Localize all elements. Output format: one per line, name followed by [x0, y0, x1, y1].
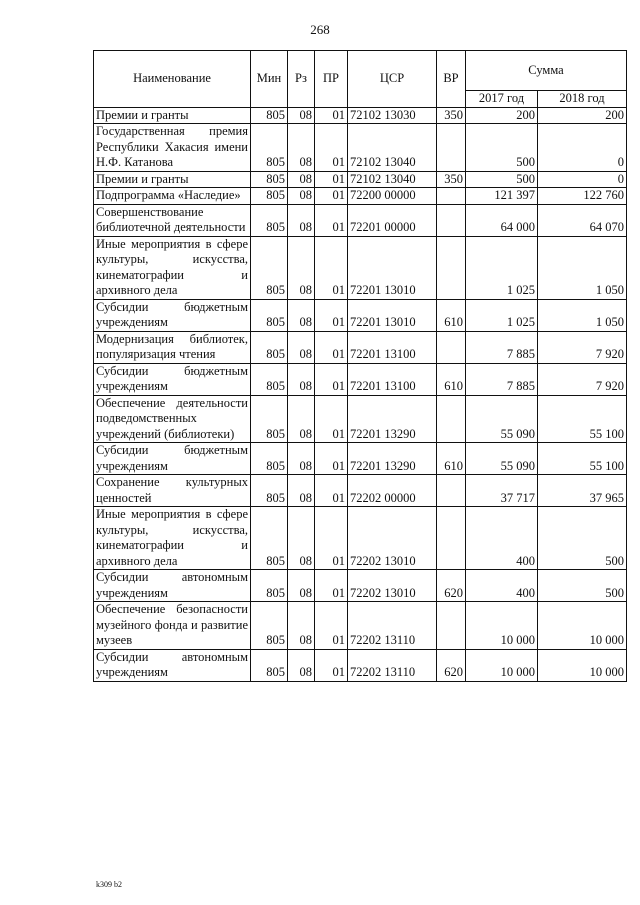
table-row	[94, 236, 627, 299]
row-min: 805	[251, 507, 288, 570]
row-vr	[437, 602, 466, 650]
row-rz: 08	[288, 299, 315, 331]
row-rz: 08	[288, 649, 315, 681]
row-rz: 08	[288, 363, 315, 395]
row-sum-2017: 1 025	[466, 236, 538, 299]
row-rz: 08	[288, 331, 315, 363]
header-pr: ПР	[315, 51, 348, 108]
row-pr: 01	[315, 475, 348, 507]
row-sum-2017: 400	[466, 507, 538, 570]
row-pr: 01	[315, 107, 348, 124]
row-csr: 72102 13030	[348, 107, 437, 124]
row-min: 805	[251, 107, 288, 124]
row-sum-2017: 400	[466, 570, 538, 602]
row-sum-2017: 55 090	[466, 443, 538, 475]
row-rz: 08	[288, 236, 315, 299]
row-csr: 72202 00000	[348, 475, 437, 507]
row-sum-2018: 10 000	[538, 602, 627, 650]
row-min: 805	[251, 395, 288, 443]
table-row	[94, 395, 627, 443]
table-row	[94, 107, 627, 124]
row-min: 805	[251, 299, 288, 331]
row-rz: 08	[288, 395, 315, 443]
row-pr: 01	[315, 602, 348, 650]
row-vr	[437, 236, 466, 299]
header-sum: Сумма	[466, 51, 627, 91]
row-min: 805	[251, 204, 288, 236]
row-pr: 01	[315, 570, 348, 602]
budget-table	[93, 50, 627, 682]
row-rz: 08	[288, 204, 315, 236]
row-sum-2018: 200	[538, 107, 627, 124]
table-row	[94, 188, 627, 205]
row-vr: 620	[437, 649, 466, 681]
row-vr	[437, 124, 466, 172]
page-number: 268	[310, 22, 330, 37]
table-body	[94, 107, 627, 681]
header-name: Наименование	[94, 51, 251, 108]
row-sum-2017: 7 885	[466, 331, 538, 363]
row-sum-2017: 55 090	[466, 395, 538, 443]
row-vr	[437, 395, 466, 443]
row-pr: 01	[315, 331, 348, 363]
row-name: Премии и гранты	[94, 107, 251, 124]
row-min: 805	[251, 649, 288, 681]
row-name: Модернизация библиотек, популяризация чтения	[94, 331, 251, 363]
row-csr: 72202 13010	[348, 570, 437, 602]
row-rz: 08	[288, 188, 315, 205]
row-csr: 72102 13040	[348, 171, 437, 188]
row-min: 805	[251, 363, 288, 395]
row-pr: 01	[315, 363, 348, 395]
row-name: Подпрограмма «Наследие»	[94, 188, 251, 205]
row-sum-2017: 200	[466, 107, 538, 124]
row-name: Обеспечение деятельности подведомственных учреждений (библиотеки)	[94, 395, 251, 443]
table-row	[94, 602, 627, 650]
row-min: 805	[251, 171, 288, 188]
row-sum-2018: 7 920	[538, 363, 627, 395]
row-name: Субсидии бюджетным учреждениям	[94, 443, 251, 475]
table-row	[94, 204, 627, 236]
row-sum-2017: 10 000	[466, 649, 538, 681]
row-name: Субсидии автономным учреждениям	[94, 570, 251, 602]
row-name: Субсидии автономным учреждениям	[94, 649, 251, 681]
row-csr: 72202 13110	[348, 649, 437, 681]
row-name: Сохранение культурных ценностей	[94, 475, 251, 507]
row-rz: 08	[288, 171, 315, 188]
table-row	[94, 331, 627, 363]
row-csr: 72201 00000	[348, 204, 437, 236]
row-csr: 72201 13010	[348, 236, 437, 299]
row-sum-2017: 7 885	[466, 363, 538, 395]
header-2018: 2018 год	[538, 91, 627, 108]
row-sum-2018: 0	[538, 124, 627, 172]
row-name: Государственная премия Республики Хакасия имени Н.Ф. Катанова	[94, 124, 251, 172]
row-sum-2018: 55 100	[538, 395, 627, 443]
row-sum-2018: 500	[538, 507, 627, 570]
row-vr: 350	[437, 107, 466, 124]
table-row	[94, 363, 627, 395]
row-sum-2018: 64 070	[538, 204, 627, 236]
footer-code: k309 b2	[96, 880, 122, 889]
row-pr: 01	[315, 171, 348, 188]
row-vr	[437, 331, 466, 363]
row-csr: 72201 13290	[348, 443, 437, 475]
row-rz: 08	[288, 124, 315, 172]
row-name: Иные мероприятия в сфере культуры, искусства, кинематографии и архивного дела	[94, 507, 251, 570]
row-name: Субсидии бюджетным учреждениям	[94, 299, 251, 331]
table-row	[94, 443, 627, 475]
row-sum-2018: 37 965	[538, 475, 627, 507]
row-sum-2018: 55 100	[538, 443, 627, 475]
header-vr: ВР	[437, 51, 466, 108]
row-pr: 01	[315, 124, 348, 172]
row-sum-2018: 1 050	[538, 236, 627, 299]
table-row	[94, 171, 627, 188]
row-csr: 72202 13110	[348, 602, 437, 650]
row-min: 805	[251, 475, 288, 507]
row-vr	[437, 204, 466, 236]
row-min: 805	[251, 602, 288, 650]
row-pr: 01	[315, 204, 348, 236]
header-2017: 2017 год	[466, 91, 538, 108]
row-sum-2018: 1 050	[538, 299, 627, 331]
row-vr: 620	[437, 570, 466, 602]
row-csr: 72201 13100	[348, 363, 437, 395]
row-sum-2017: 37 717	[466, 475, 538, 507]
row-rz: 08	[288, 602, 315, 650]
header-rz: Рз	[288, 51, 315, 108]
table-row	[94, 299, 627, 331]
row-pr: 01	[315, 299, 348, 331]
row-sum-2018: 10 000	[538, 649, 627, 681]
row-pr: 01	[315, 443, 348, 475]
row-vr	[437, 188, 466, 205]
row-csr: 72201 13100	[348, 331, 437, 363]
table-row	[94, 124, 627, 172]
table-row	[94, 570, 627, 602]
row-min: 805	[251, 443, 288, 475]
row-name: Премии и гранты	[94, 171, 251, 188]
row-sum-2018: 122 760	[538, 188, 627, 205]
row-sum-2018: 0	[538, 171, 627, 188]
row-sum-2018: 7 920	[538, 331, 627, 363]
row-vr: 610	[437, 299, 466, 331]
row-rz: 08	[288, 570, 315, 602]
row-vr	[437, 507, 466, 570]
row-pr: 01	[315, 649, 348, 681]
row-csr: 72201 13010	[348, 299, 437, 331]
row-sum-2017: 500	[466, 124, 538, 172]
row-rz: 08	[288, 507, 315, 570]
row-vr: 610	[437, 363, 466, 395]
row-vr	[437, 475, 466, 507]
row-name: Обеспечение безопасности музейного фонда и развитие музеев	[94, 602, 251, 650]
row-pr: 01	[315, 188, 348, 205]
row-name: Иные мероприятия в сфере культуры, искусства, кинематографии и архивного дела	[94, 236, 251, 299]
header-min: Мин	[251, 51, 288, 108]
row-vr: 350	[437, 171, 466, 188]
row-min: 805	[251, 331, 288, 363]
row-sum-2017: 1 025	[466, 299, 538, 331]
table-row	[94, 507, 627, 570]
row-pr: 01	[315, 236, 348, 299]
row-pr: 01	[315, 507, 348, 570]
row-rz: 08	[288, 475, 315, 507]
row-min: 805	[251, 236, 288, 299]
row-pr: 01	[315, 395, 348, 443]
row-sum-2018: 500	[538, 570, 627, 602]
row-csr: 72202 13010	[348, 507, 437, 570]
table-row	[94, 649, 627, 681]
row-min: 805	[251, 124, 288, 172]
row-min: 805	[251, 570, 288, 602]
table-row	[94, 475, 627, 507]
header-csr: ЦСР	[348, 51, 437, 108]
row-rz: 08	[288, 443, 315, 475]
row-csr: 72201 13290	[348, 395, 437, 443]
row-sum-2017: 121 397	[466, 188, 538, 205]
row-csr: 72102 13040	[348, 124, 437, 172]
row-sum-2017: 500	[466, 171, 538, 188]
row-name: Субсидии бюджетным учреждениям	[94, 363, 251, 395]
row-sum-2017: 10 000	[466, 602, 538, 650]
row-csr: 72200 00000	[348, 188, 437, 205]
row-name: Совершенствование библиотечной деятельности	[94, 204, 251, 236]
row-vr: 610	[437, 443, 466, 475]
row-min: 805	[251, 188, 288, 205]
row-rz: 08	[288, 107, 315, 124]
row-sum-2017: 64 000	[466, 204, 538, 236]
